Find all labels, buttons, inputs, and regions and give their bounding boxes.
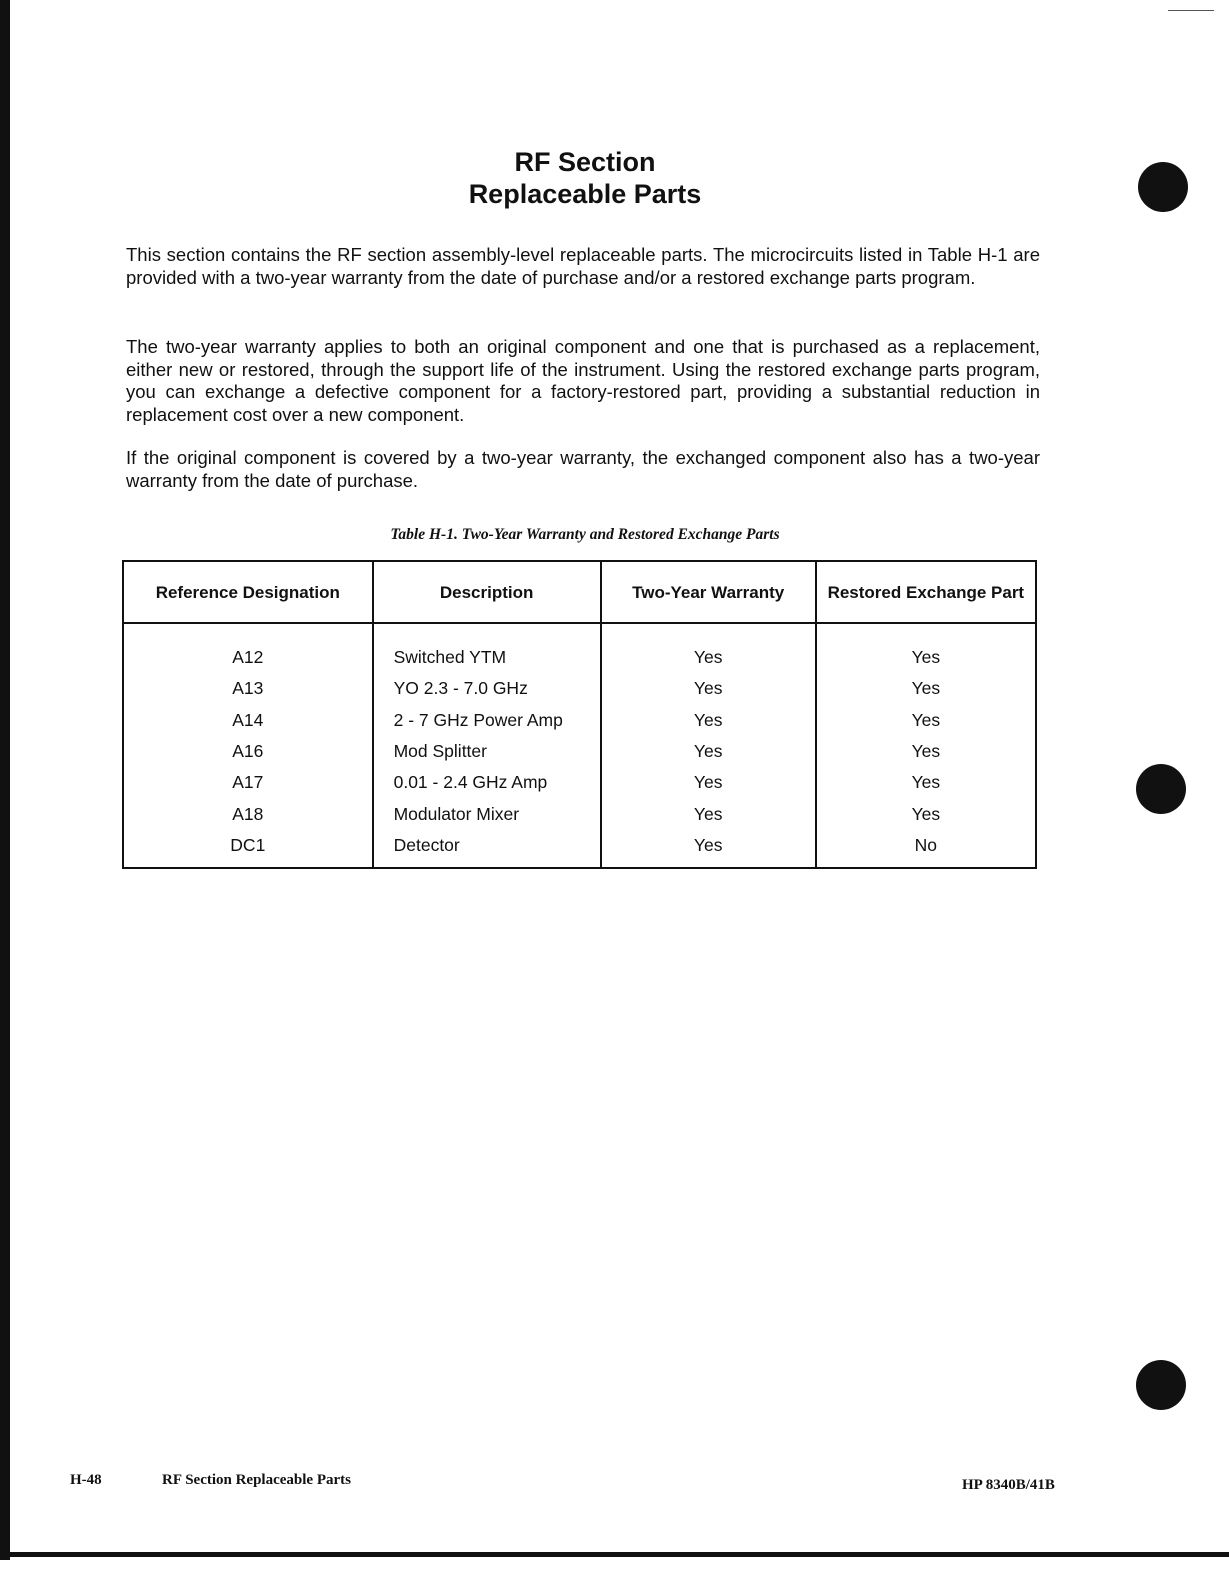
cell-warranty: Yes <box>601 623 816 673</box>
cell-reference: A18 <box>123 798 373 829</box>
cell-restored: Yes <box>816 767 1036 798</box>
cell-restored: Yes <box>816 705 1036 736</box>
cell-restored: Yes <box>816 798 1036 829</box>
cell-warranty: Yes <box>601 736 816 767</box>
table-row <box>123 830 1036 868</box>
cell-warranty: Yes <box>601 798 816 829</box>
cell-warranty: Yes <box>601 705 816 736</box>
header-reference-designation: Reference Designation <box>123 561 373 623</box>
cell-warranty: Yes <box>601 830 816 868</box>
punch-hole <box>1138 162 1188 212</box>
cell-reference: A17 <box>123 767 373 798</box>
table-caption: Table H-1. Two-Year Warranty and Restored Exchange Parts <box>390 526 780 543</box>
page-bottom-bar <box>0 1552 1229 1557</box>
cell-description: 2 - 7 GHz Power Amp <box>373 705 601 736</box>
cell-restored: Yes <box>816 623 1036 673</box>
cell-reference: A13 <box>123 673 373 704</box>
page-edge-bar <box>0 0 10 1560</box>
cell-warranty: Yes <box>601 767 816 798</box>
header-restored-exchange-part: Restored Exchange Part <box>816 561 1036 623</box>
scan-mark <box>1168 10 1214 11</box>
cell-description: Switched YTM <box>373 623 601 673</box>
exchange-paragraph: If the original component is covered by a two-year warranty, the exchanged component also has a two-year warranty from the date of purchase. <box>126 447 1040 491</box>
cell-restored: No <box>816 830 1036 868</box>
cell-description: Mod Splitter <box>373 736 601 767</box>
cell-reference: A14 <box>123 705 373 736</box>
page-title <box>330 146 840 210</box>
cell-reference: A12 <box>123 623 373 673</box>
table-row <box>123 623 1036 673</box>
table-row <box>123 673 1036 704</box>
cell-description: 0.01 - 2.4 GHz Amp <box>373 767 601 798</box>
cell-description: YO 2.3 - 7.0 GHz <box>373 673 601 704</box>
cell-warranty: Yes <box>601 673 816 704</box>
cell-description: Detector <box>373 830 601 868</box>
page-title-line2: Replaceable Parts <box>468 179 702 209</box>
table-row <box>123 767 1036 798</box>
table-header-row <box>123 561 1036 623</box>
footer-model-number: HP 8340B/41B <box>962 1477 1055 1493</box>
cell-description: Modulator Mixer <box>373 798 601 829</box>
cell-reference: A16 <box>123 736 373 767</box>
warranty-paragraph: The two-year warranty applies to both an original component and one that is purchased as a replacement, either new or restored, through the support life of the instrument. Using the restored exchange parts program, you can exchange a defective component for a factory-restored part, providing a substantial reduction in replacement cost over a new component. <box>126 336 1040 425</box>
intro-paragraph: This section contains the RF section assembly-level replaceable parts. The microcircuits listed in Table H-1 are provided with a two-year warranty from the date of purchase and/or a restored exchange parts program. <box>126 244 1040 288</box>
header-two-year-warranty: Two-Year Warranty <box>601 561 816 623</box>
punch-hole <box>1136 764 1186 814</box>
cell-restored: Yes <box>816 673 1036 704</box>
footer-page-number: H-48 <box>70 1472 102 1488</box>
page-title-line1: RF Section <box>514 147 656 177</box>
header-description: Description <box>373 561 601 623</box>
footer-section-title: RF Section Replaceable Parts <box>162 1472 351 1488</box>
table-row <box>123 736 1036 767</box>
cell-restored: Yes <box>816 736 1036 767</box>
punch-hole <box>1136 1360 1186 1410</box>
cell-reference: DC1 <box>123 830 373 868</box>
parts-table <box>122 560 1037 869</box>
table-row <box>123 705 1036 736</box>
table-row <box>123 798 1036 829</box>
